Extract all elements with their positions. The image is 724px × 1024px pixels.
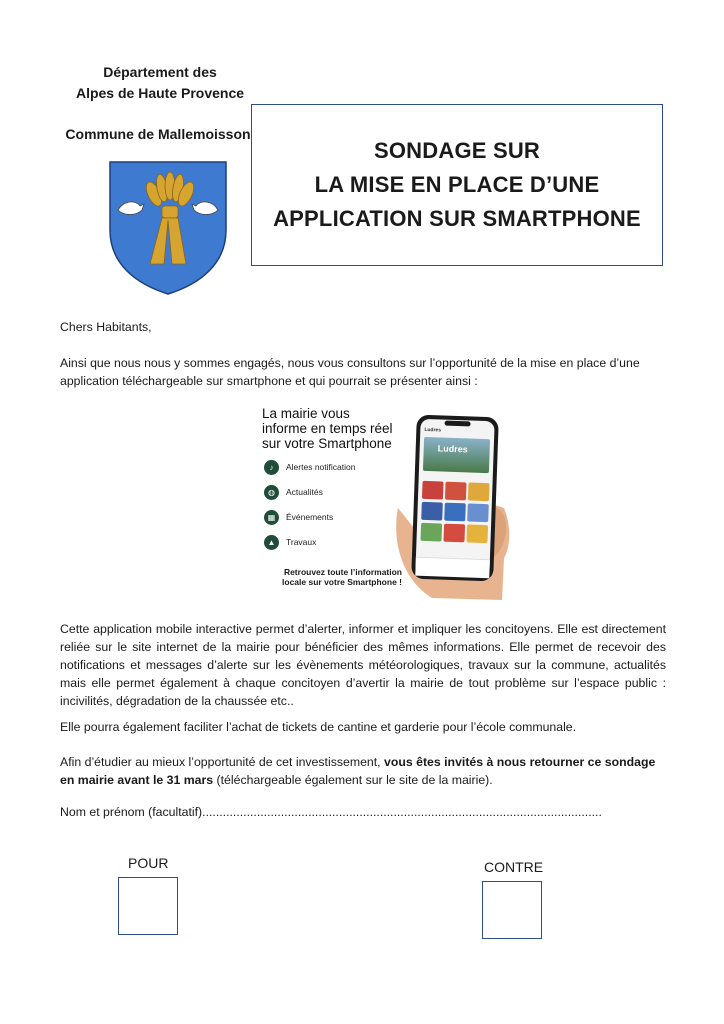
pour-label: POUR: [128, 855, 169, 871]
feature-item: [264, 534, 394, 550]
promo-headline-line1: La mairie vous: [262, 406, 350, 421]
title-line3: APPLICATION SUR SMARTPHONE: [273, 206, 641, 231]
feature-label: Travaux: [286, 537, 317, 547]
promo-footer: [262, 567, 402, 587]
smartphone-illustration: [392, 408, 514, 600]
greeting: Chers Habitants,: [60, 320, 152, 334]
bell-icon: ♪: [264, 460, 279, 475]
coat-of-arms-logo: [106, 160, 230, 296]
app-tile: [444, 503, 466, 522]
phone-app-title: Ludres: [424, 426, 442, 434]
app-tile: [467, 503, 489, 522]
department-line2: Alpes de Haute Provence: [75, 85, 245, 101]
promo-footer-line1: Retrouvez toute l’information: [283, 567, 402, 577]
department-line1: Département des: [103, 64, 217, 80]
name-dots: .....................................................................................................................: [202, 805, 602, 819]
feature-label: Alertes notification: [286, 462, 356, 472]
worker-icon: ▲: [264, 535, 279, 550]
phone-tab-bar: [415, 557, 490, 579]
feature-item: [264, 509, 394, 525]
title-line2: LA MISE EN PLACE D’UNE: [314, 172, 600, 197]
intro-paragraph: Ainsi que nous nous y sommes engagés, nous vous consultons sur l’opportunité de la mise en place d’une application téléchargeable sur smartphone et qui pourrait se présenter ainsi :: [60, 356, 640, 388]
cantine-paragraph: Elle pourra également faciliter l’achat de tickets de cantine et garderie pour l’école communale.: [60, 720, 577, 734]
app-tile: [466, 524, 488, 543]
invite-deadline: vous êtes invités à nous retourner ce sondage en mairie avant le 31 mars: [60, 755, 656, 787]
promo-features: [264, 459, 394, 550]
phone-banner-image: [423, 437, 490, 473]
phone-screen: [415, 419, 494, 577]
app-tile: [445, 482, 467, 501]
feature-item: [264, 459, 394, 475]
pour-checkbox[interactable]: [118, 877, 178, 935]
invite-prefix: Afin d’étudier au mieux l’opportunité de cet investissement,: [60, 755, 381, 769]
phone-notch: [445, 421, 471, 427]
name-line[interactable]: [60, 803, 602, 821]
commune-name: Commune de Mallemoisson: [65, 126, 251, 142]
app-tile: [420, 523, 442, 542]
feature-item: [264, 484, 394, 500]
feature-label: Événements: [286, 512, 334, 522]
phone-body: [411, 415, 499, 582]
survey-title-box: [251, 104, 663, 266]
contre-label: CONTRE: [484, 859, 544, 875]
invitation-paragraph: [60, 753, 666, 789]
app-tile: [422, 481, 444, 500]
title-line1: SONDAGE SUR: [374, 138, 540, 163]
promo-footer-line2: locale sur votre Smartphone !: [282, 577, 402, 587]
promo-headline-line3: sur votre Smartphone: [262, 436, 392, 451]
app-tile: [468, 482, 490, 501]
department-name: [60, 62, 260, 104]
phone-banner-text: Ludres: [437, 443, 468, 455]
feature-label: Actualités: [286, 487, 323, 497]
app-tile: [421, 502, 443, 521]
contre-checkbox[interactable]: [482, 881, 542, 939]
invite-suffix: (téléchargeable également sur le site de la mairie).: [216, 773, 493, 787]
calendar-icon: ▦: [264, 510, 279, 525]
promo-headline-line2: informe en temps réel: [262, 421, 393, 436]
globe-icon: ◍: [264, 485, 279, 500]
name-label: Nom et prénom (facultatif): [60, 805, 203, 819]
app-tile: [443, 524, 465, 543]
promo-headline: [262, 406, 402, 451]
description-paragraph: Cette application mobile interactive permet d’alerter, informer et impliquer les concitoyens. Elle est directement reliée sur le site internet de la mairie pour bénéficier des mêmes informations. Elle permet de recevoir des notifications et messages d’alerte sur les évènements météorologiques, travaux sur la commune, actualités mais elle permet également à chaque concitoyen d’avertir la mairie de tout problème sur l’espace public : incivilités, dégradation de la chaussée etc..: [60, 622, 666, 708]
